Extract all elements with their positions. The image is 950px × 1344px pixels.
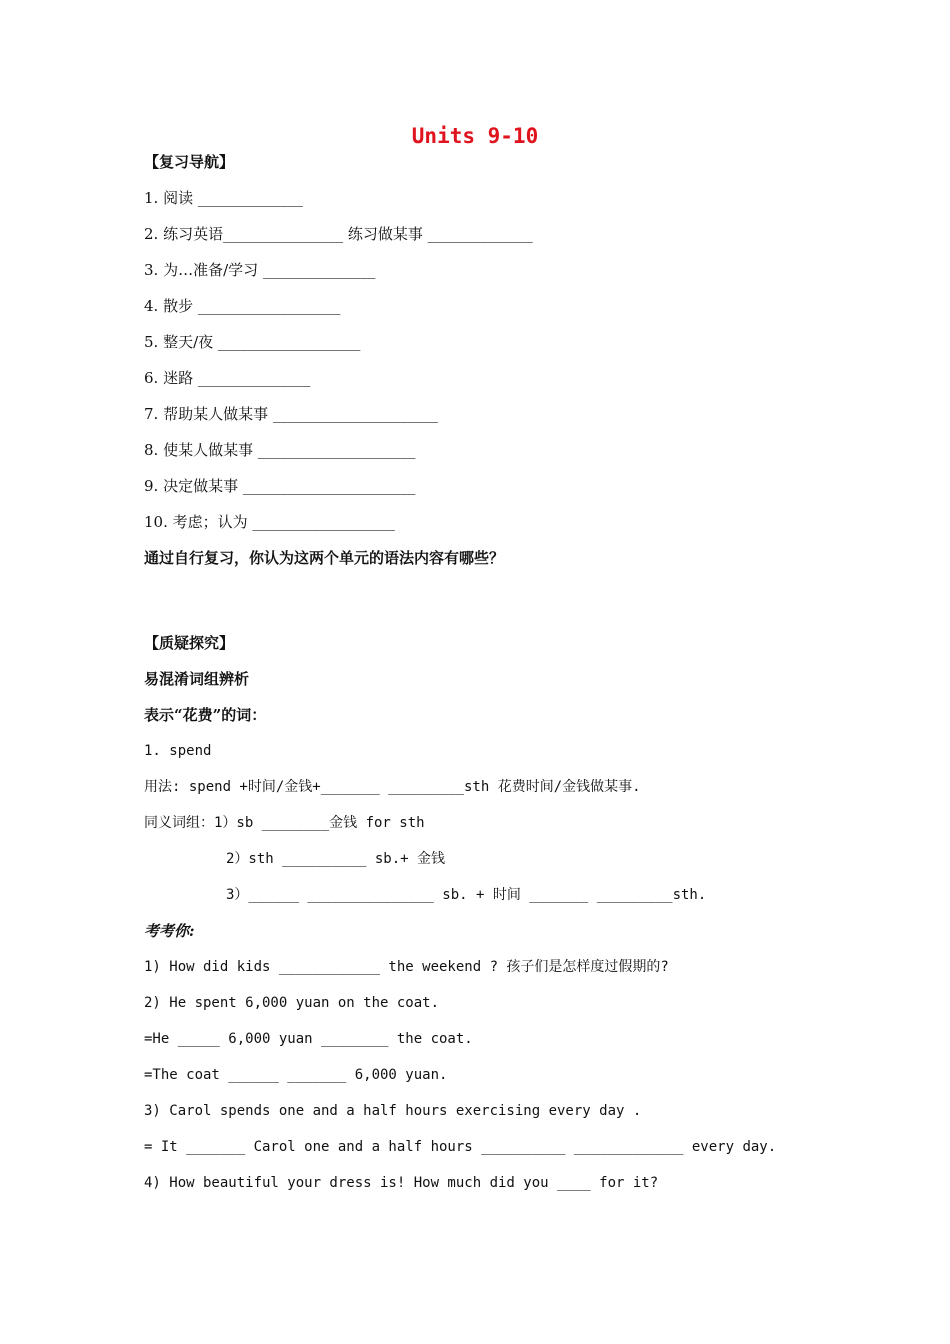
spend-line: 1. spend [144,743,212,759]
review-item: 2. 练习英语________________ 练习做某事 ______________ [144,225,533,243]
review-item: 8. 使某人做某事 _____________________ [144,441,416,459]
quiz-line: = It _______ Carol one and a half hours __________ _____________ every day. [144,1139,777,1155]
review-item: 5. 整天/夜 ___________________ [144,333,361,351]
review-item: 1. 阅读 ______________ [144,189,303,207]
spend-line: 用法: spend +时间/金钱+_______ _________sth 花费时间/金钱做某事. [144,779,641,795]
quiz-line: 2) He spent 6,000 yuan on the coat. [144,995,440,1011]
review-item: 4. 散步 ___________________ [144,297,341,315]
review-item: 7. 帮助某人做某事 ______________________ [144,405,438,423]
spend-line: 同义词组：1）sb ________金钱 for sth [144,815,425,831]
quiz-line: 1) How did kids ____________ the weekend ? 孩子们是怎样度过假期的? [144,959,669,975]
quiz-line: =The coat ______ _______ 6,000 yuan. [144,1067,448,1083]
page-title: Units 9-10 [411,124,539,148]
spend-line: 3）______ _______________ sb. + 时间 _______ _________sth. [226,887,707,903]
review-item: 3. 为…准备/学习 _______________ [144,261,376,279]
section-heading-inquiry: 【质疑探究】 [144,634,235,652]
quiz-line: 4) How beautiful your dress is! How much did you ____ for it? [144,1175,659,1191]
review-item: 9. 决定做某事 _______________________ [144,477,416,495]
quiz-line: 3) Carol spends one and a half hours exercising every day . [144,1103,642,1119]
section-heading-review: 【复习导航】 [144,153,235,171]
quiz-line: =He _____ 6,000 yuan ________ the coat. [144,1031,473,1047]
review-item: 6. 迷路 _______________ [144,369,311,387]
subheading-spend: 表示“花费”的词： [144,706,267,724]
review-item: 10. 考虑；认为 ___________________ [144,513,395,531]
grammar-question: 通过自行复习，你认为这两个单元的语法内容有哪些？ [144,549,505,567]
subheading-confusable: 易混淆词组辨析 [144,670,250,688]
quiz-heading: 考考你: [144,922,195,940]
spend-line: 2）sth __________ sb.+ 金钱 [226,851,446,867]
